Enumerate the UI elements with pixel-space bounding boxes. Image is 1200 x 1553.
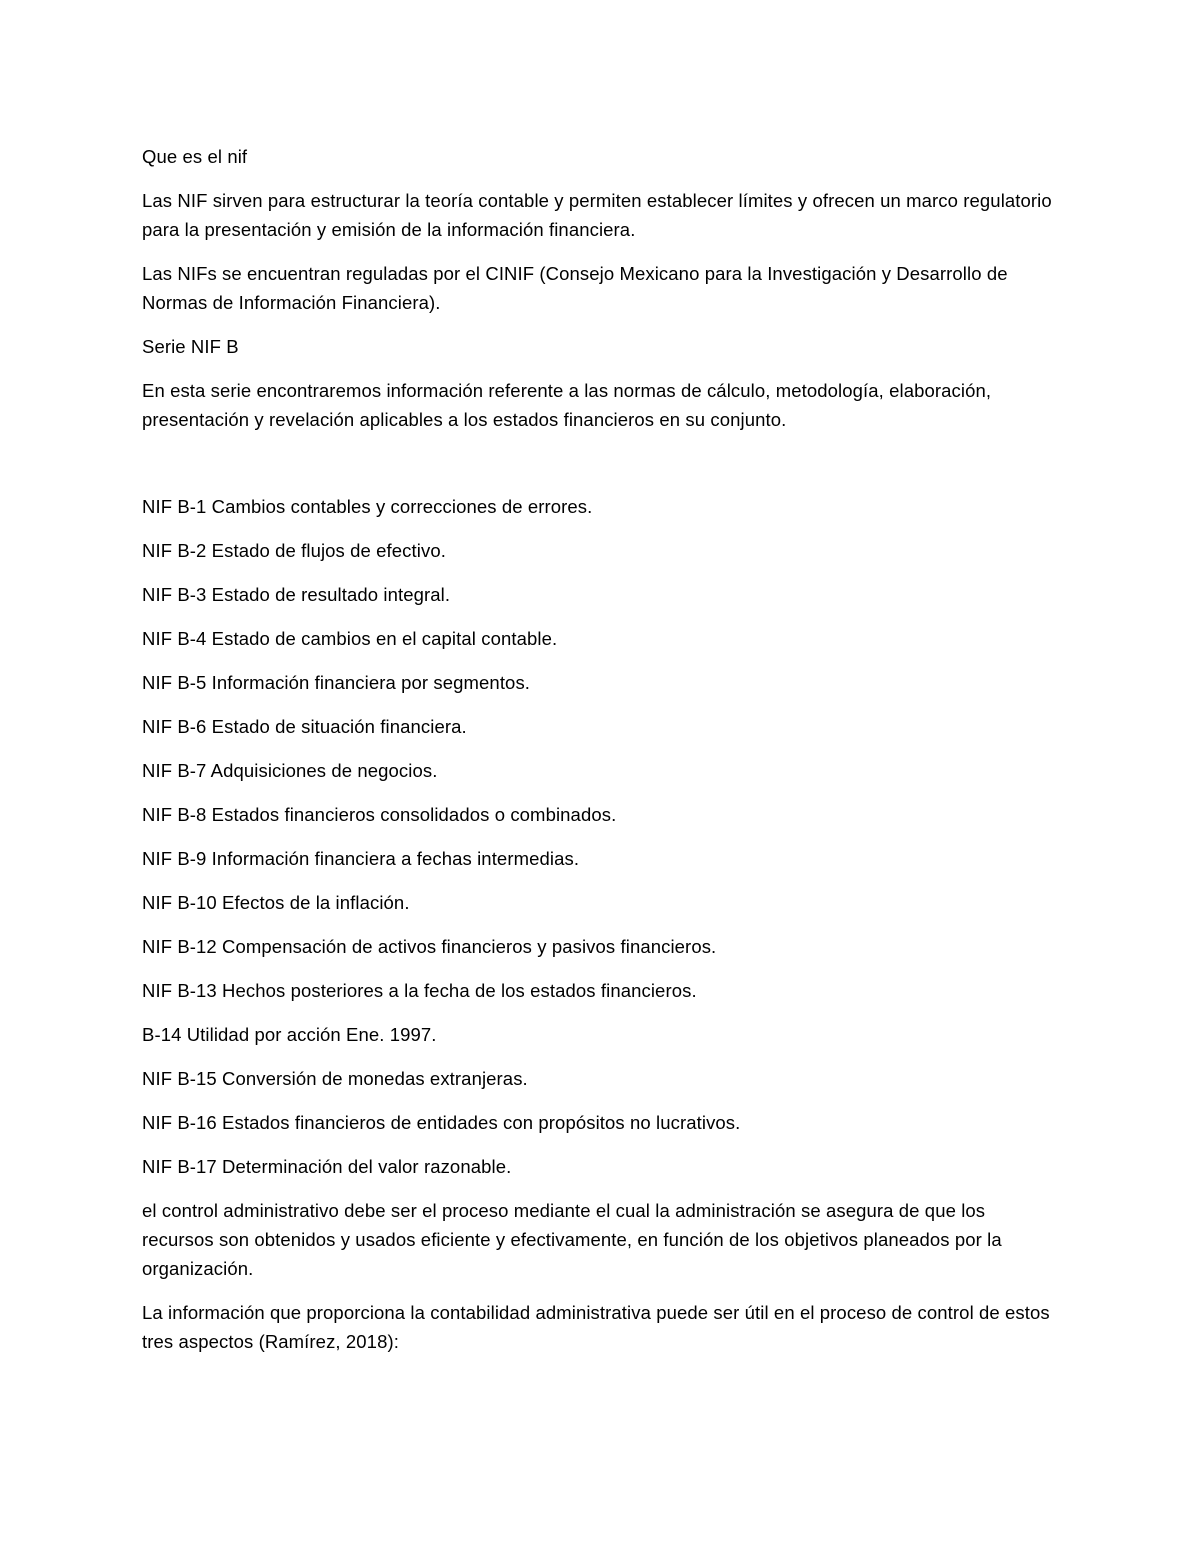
nif-list-item: NIF B-2 Estado de flujos de efectivo.: [142, 540, 446, 561]
nif-list-item: NIF B-5 Información financiera por segmentos.: [142, 672, 531, 693]
nif-list-item: B-14 Utilidad por acción Ene. 1997.: [142, 1024, 437, 1045]
nif-list-item: NIF B-13 Hechos posteriores a la fecha de los estados financieros.: [142, 980, 697, 1001]
intro-paragraph-2: Las NIFs se encuentran reguladas por el CINIF (Consejo Mexicano para la Investigación y Desarrollo de Normas de Información Financiera).: [142, 263, 1013, 313]
nif-list-item: NIF B-12 Compensación de activos financieros y pasivos financieros.: [142, 936, 717, 957]
document-title: Que es el nif: [142, 146, 248, 167]
section-title: Serie NIF B: [142, 336, 239, 357]
document-body: [142, 142, 1062, 1371]
nif-list-item: NIF B-10 Efectos de la inflación.: [142, 892, 410, 913]
nif-list: [142, 492, 1062, 1181]
nif-list-item: NIF B-17 Determinación del valor razonable.: [142, 1156, 512, 1177]
nif-list-item: NIF B-6 Estado de situación financiera.: [142, 716, 467, 737]
closing-paragraph-1: el control administrativo debe ser el proceso mediante el cual la administración se asegura de que los recursos son obtenidos y usados eficiente y efectivamente, en función de los objetivos planeados por la organización.: [142, 1200, 1008, 1279]
intro-paragraph-1: Las NIF sirven para estructurar la teoría contable y permiten establecer límites y ofrecen un marco regulatorio para la presentación y emisión de la información financiera.: [142, 190, 1058, 240]
nif-list-item: NIF B-4 Estado de cambios en el capital contable.: [142, 628, 558, 649]
nif-list-item: NIF B-9 Información financiera a fechas intermedias.: [142, 848, 580, 869]
closing-paragraph-2: La información que proporciona la contabilidad administrativa puede ser útil en el proceso de control de estos tres aspectos (Ramírez, 2018):: [142, 1302, 1056, 1352]
nif-list-item: NIF B-1 Cambios contables y correcciones de errores.: [142, 496, 593, 517]
nif-list-item: NIF B-3 Estado de resultado integral.: [142, 584, 451, 605]
nif-list-item: NIF B-8 Estados financieros consolidados o combinados.: [142, 804, 617, 825]
nif-list-item: NIF B-15 Conversión de monedas extranjeras.: [142, 1068, 528, 1089]
nif-list-item: NIF B-16 Estados financieros de entidades con propósitos no lucrativos.: [142, 1112, 741, 1133]
nif-list-item: NIF B-7 Adquisiciones de negocios.: [142, 760, 438, 781]
section-intro-paragraph: En esta serie encontraremos información referente a las normas de cálculo, metodología, elaboración, presentación y revelación aplicables a los estados financieros en su conjunto.: [142, 380, 997, 430]
